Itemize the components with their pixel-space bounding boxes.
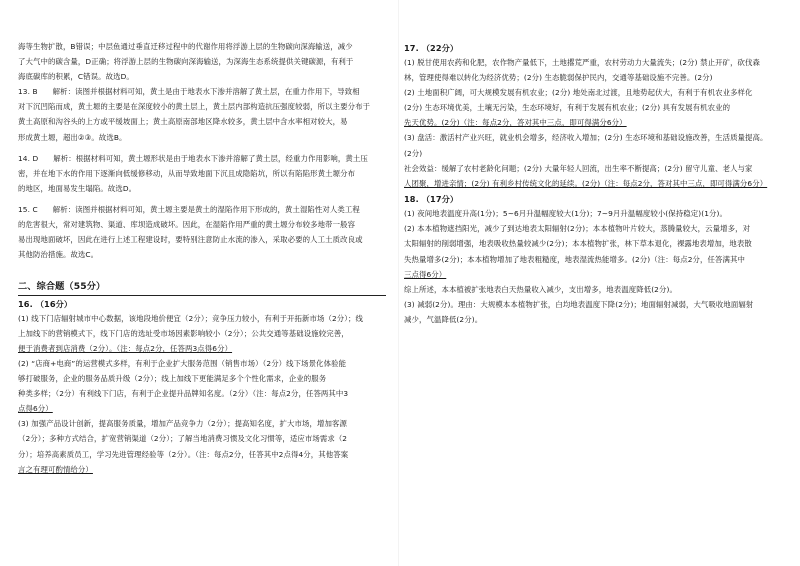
answer-line: 海底碳库的积累，C错误。故选D。 xyxy=(18,72,134,82)
section-title: 二、综合题（55分） xyxy=(18,280,106,292)
left-column xyxy=(18,40,386,478)
answer-line-q14: 14. D 解析：根据材料可知，黄土塬形状是由于地表水下渗并溶解了黄土层，经重力作用影响，黄土压 xyxy=(18,153,368,163)
answer-line: (2) “店商+电商”的运营模式多样，有利于企业扩大服务范围（销售市场）（2分）线下场景化体验能 xyxy=(18,359,347,368)
answer-line: (1) 脱甘使用农药和化肥，农作物产量低下，土地撂荒严重，农村劳动力大量流失；(2分) 禁止开矿，砍伐森 xyxy=(404,58,761,67)
right-column xyxy=(404,40,772,328)
answer-line: 点得6分） xyxy=(18,404,53,414)
section-divider xyxy=(18,295,386,296)
answer-line: (3) 减弱(2分)。理由：大规模本本植物扩张，白均地表温度下降(2分)；地面辐射减弱，大气吸收地面辐射 xyxy=(404,299,754,309)
answer-line: 够打破服务，企业的服务品质升级（2分）；线上加线下更能满足多个个性化需求，企业的服务 xyxy=(18,374,327,384)
answer-line: 综上所述，本本植被扩张地表白天热量收入减少，支出增多，地表温度降低(2分)。 xyxy=(404,284,677,294)
answer-line: 海等生物扩散，B错误；中层鱼通过垂直迁移过程中的代谢作用将浮游上层的生物碳向深海输送，减少 xyxy=(18,42,353,51)
answer-line: 林，管理使得难以转化为经济优势；(2分) 生态脆弱保护民内，交通等基础设施不完善。(2分) xyxy=(404,73,713,83)
answer-line: 言之有理可酌情给分） xyxy=(18,464,93,474)
answer-line: 了大气中的碳含量，D正确；将浮游上层的生物碳向深海输送，为深海生态系统提供关键碳源，有利于 xyxy=(18,57,354,67)
answer-line: 的地区，地面易发生塌陷。故选D。 xyxy=(18,183,137,193)
answer-line-q15: 15. C 解析：读图并根据材料可知，黄土塬主要是黄土的湿陷作用下形成的，黄土湿陷性对人类工程 xyxy=(18,204,360,214)
page-fold-line xyxy=(398,0,399,566)
answer-line: 分）；培养高素质员工，学习先进管理经验等（2分）。（注：每点2分，任答其中2点得4分，其他答案 xyxy=(18,449,349,459)
answer-line: (1) 夜间地表温度升高(1分)；5~6月升温幅度较大(1分)；7~9月升温幅度较小(保持稳定)(1分)。 xyxy=(404,209,727,219)
question-16-heading: 16. （16分） xyxy=(18,298,73,309)
answer-line: (2) 本本植物遮挡阳光，减少了到达地表太阳辐射(2分)；本本植物叶片较大，蒸腾量较大，云量增多，对 xyxy=(404,224,751,234)
answer-line: 对下沉凹陷而成，黄土塬的主要是在深度较小的黄土层上，黄土层内部构造抗压强度较弱，所以主要分布于 xyxy=(18,102,371,112)
answer-line: (3) 加强产品设计创新，提高服务质量，增加产品竞争力（2分）；提高知名度，扩大市场，增加客源 xyxy=(18,419,347,429)
answer-line: 黄土高原和沟谷头的上方或平缓坡面上；黄土高原南部地区降水较多，黄土层中含水率相对较大，易 xyxy=(18,117,348,127)
answer-line: (2分) 生态环境优美，土壤无污染，生态环境好，有利于发展有机农业；(2分) 具有发展有机农业的 xyxy=(404,103,731,113)
answer-line: 便于消费者到店消费（2分）。（注：每点2分，任答两3点得6分） xyxy=(18,343,233,353)
answer-line: （2分）；多种方式结合，扩宽营销渠道（2分）；了解当地消费习惯及文化习惯等，适应市场需求（2 xyxy=(18,434,348,444)
answer-line: 失热量增多(2分)；本本植物增加了地表粗糙度，地表湿流热能增多。(2分)（注：每点2分，任答满其中 xyxy=(404,254,745,264)
answer-line: 密，并在地下水的作用下逐渐向低缓修移动，从而导致地面下沉且成隐陷坑，所以有陷陷形黄土塬分布 xyxy=(18,168,356,178)
question-17-heading: 17. （22分） xyxy=(404,43,459,53)
answer-line: 易出现地面破坏，因此在进行上述工程建设时，要特别注意防止水流的渗入，采取必要的人工土质改良或 xyxy=(18,235,363,245)
answer-line: 人团聚，增进亲情；(2分) 有利乡村传统文化的延续。(2分)（注：每点2分，答对其中三点，即可得满分6分） xyxy=(404,178,768,188)
answer-line: 种类多样；（2分）有利线下门店，有利于企业提升品牌知名度。（2分）（注：每点2分，任答两其中3 xyxy=(18,389,349,399)
answer-line: 先天优势。(2分)（注：每点2分，答对其中三点，即可得满分6分） xyxy=(404,118,627,128)
answer-line: 的危害很大，常对建筑物、渠道、库坝造成破坏。因此，在湿陷作用严重的黄土塬分布较多地带一般容 xyxy=(18,220,356,230)
answer-line-q13: 13. B 解析：读图并根据材料可知，黄土是由于地表水下渗并溶解了黄土层，在重力作用下，导致相 xyxy=(18,87,360,97)
answer-line: 其他防治措施。故选C。 xyxy=(18,250,99,260)
answer-line: (1) 线下门店辐射城市中心数据，该地段地价便宜（2分）；竞争压力较小，有利于开拓新市场（2分）；线 xyxy=(18,313,364,323)
answer-line: 三点得6分） xyxy=(404,269,447,279)
answer-line: 形成黄土塬，超出②③。故选B。 xyxy=(18,132,127,142)
question-18-heading: 18. （17分） xyxy=(404,194,459,205)
answer-line: 太阳辐射的削弱增强，地表吸收热量较减少(2分)；本本植物扩张，林下草本退化，裸露地表增加，地表散 xyxy=(404,239,752,249)
answer-line: 社会效益：缓解了农村老龄化问题；(2分) 大量年轻人回流，出生率不断提高；(2分) 留守儿童、老人与家 xyxy=(404,163,753,173)
answer-line: 上加线下的营销模式下，线下门店的选址受市场因素影响较小（2分）；公共交通等基础设施较完善， xyxy=(18,328,349,338)
answer-line: (2) 土地面积广阔，可大规模发展有机农业；(2分) 地处南北过渡，且地势起伏大，有利于有机农业多样化 xyxy=(404,88,753,98)
answer-line: 减少，气温降低(2分)。 xyxy=(404,314,483,324)
answer-line: (3) 盘活：激活村产业兴旺，就业机会增多，经济收入增加；(2分) 生态环境和基础设施改善，生活质量提高。 xyxy=(404,133,768,143)
answer-line: (2分) xyxy=(404,148,423,158)
